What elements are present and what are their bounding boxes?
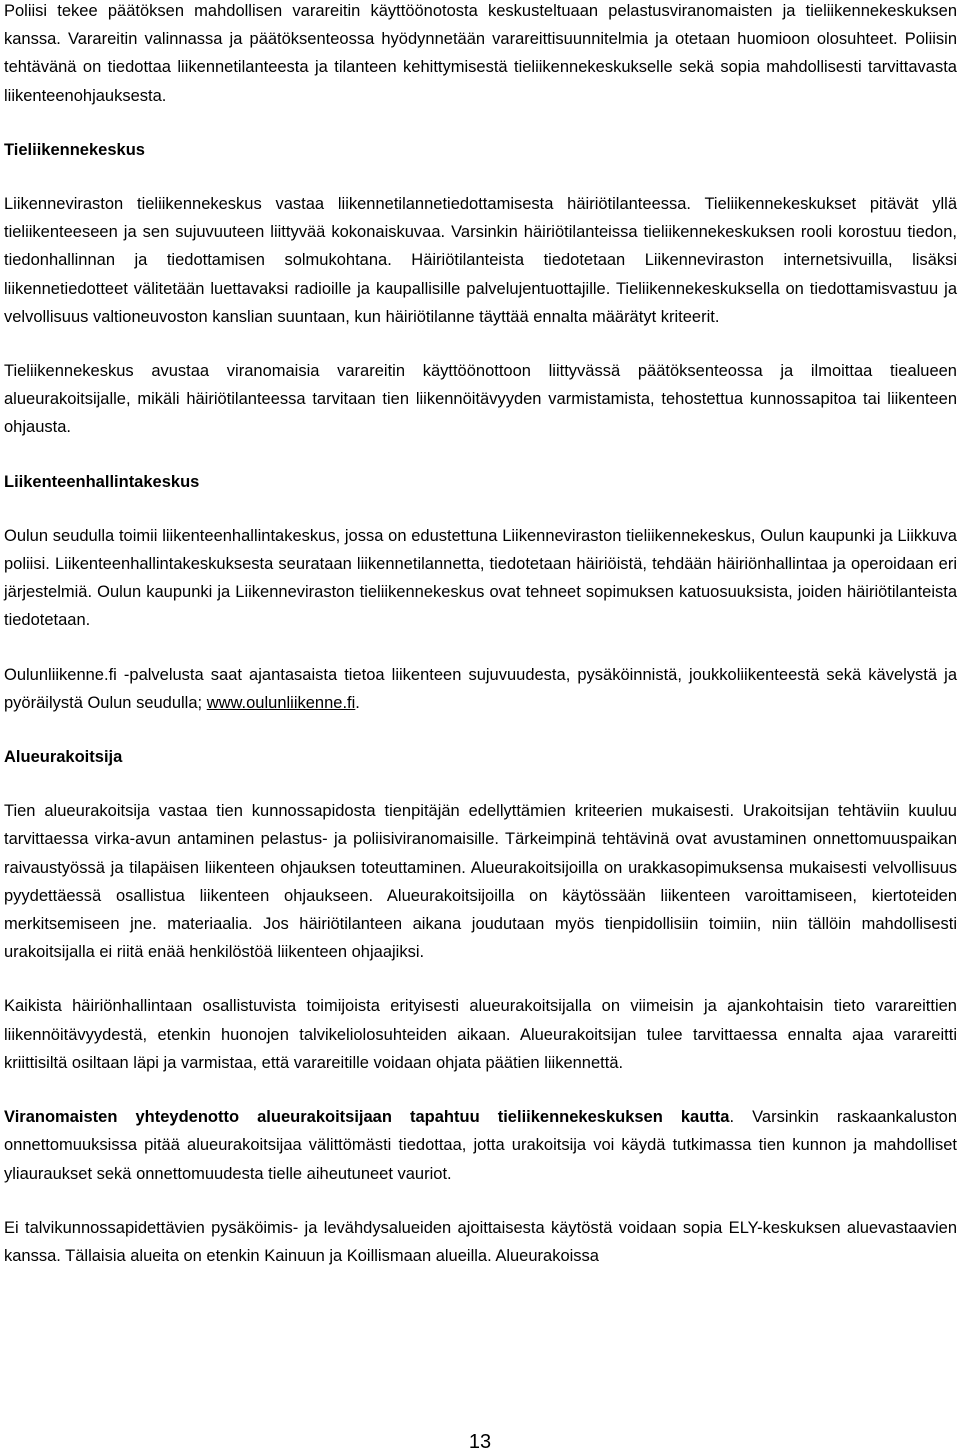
document-page	[4, 0, 957, 1270]
tieliikennekeskus-paragraph-1: Liikenneviraston tieliikennekeskus vastaa liikennetilannetiedottamisesta häiriötilanteessa. Tieliikennekeskukset pitävät yllä tieliikenteeseen ja sen sujuvuuteen liittyvää kokonaiskuvaa. Varsinkin häiriötilanteissa tieliikennekeskuksen rooli korostuu tiedon, tiedonhallinnan ja tiedottamisen solmukohtana. Häiriötilanteista tiedotetaan Liikenneviraston internetsivuilla, lisäksi liikennetiedotteet välitetään luettavaksi radioille ja kaupallisille palvelujentuottajille. Tieliikennekeskuksella on tiedottamisvastuu ja velvollisuus valtioneuvoston kanslian suuntaan, kun häiriötilanne täyttää ennalta määrätyt kriteerit.	[4, 195, 957, 326]
liikenteenhallintakeskus-paragraph-2	[4, 661, 957, 717]
heading-tieliikennekeskus: Tieliikennekeskus	[4, 140, 145, 159]
alueurakoitsija-paragraph-3	[4, 1103, 957, 1188]
tieliikennekeskus-paragraph-2: Tieliikennekeskus avustaa viranomaisia varareitin käyttöönottoon liittyvässä päätöksenteossa ja ilmoittaa tiealueen alueurakoitsijalle, mikäli häiriötilanteessa tarvitaan tien liikennöitävyyden varmistamista, tehostettua kunnossapitoa tai liikenteen ohjausta.	[4, 362, 957, 437]
oulunliikenne-text: Oulunliikenne.fi -palvelusta saat ajantasaista tietoa liikenteen sujuvuudesta, pysäköinnistä, joukkoliikenteestä sekä kävelystä ja pyöräilystä Oulun seudulla;	[4, 665, 957, 712]
liikenteenhallintakeskus-paragraph-1: Oulun seudulla toimii liikenteenhallintakeskus, jossa on edustettuna Liikenneviraston tieliikennekeskus, Oulun kaupunki ja Liikkuva poliisi. Liikenteenhallintakeskuksesta seurataan liikennetilannetta, tiedotetaan häiriöistä, tehdään häiriönhallintaa ja operoidaan eri järjestelmiä. Oulun kaupunki ja Liikenneviraston tieliikennekeskus ovat tehneet sopimuksen katuosuuksista, joiden häiriötilanteista tiedotetaan.	[4, 526, 957, 630]
yhteydenotto-emphasis: Viranomaisten yhteydenotto alueurakoitsijaan tapahtuu tieliikennekeskuksen kautta	[4, 1108, 730, 1127]
oulunliikenne-end: .	[355, 693, 360, 712]
alueurakoitsija-paragraph-1: Tien alueurakoitsija vastaa tien kunnossapidosta tienpitäjän edellyttämien kriteerien mukaisesti. Urakoitsijan tehtäviin kuuluu tarvittaessa virka-avun antaminen pelastus- ja poliisiviranomaisille. Tärkeimpinä tehtävinä ovat avustaminen onnettomuuspaikan raivaustyössä ja tilapäisen liikenteen ohjauksen toteuttaminen. Alueurakoitsijoilla on urakkasopimuksensa mukaisesti velvollisuus pyydettäessä osallistua liikenteen ohjaukseen. Alueurakoitsijoilla on käytössään liikenteen varoittamiseen, kiertoteiden merkitsemiseen jne. materiaalia. Jos häiriötilanteen aikana joudutaan myös tienpidollisiin toimiin, niin tällöin mahdollisesti urakoitsijalla ei riitä enää henkilöstöä liikenteen ohjaajiksi.	[4, 802, 957, 962]
yhteydenotto-rest: . Varsinkin raskaankaluston onnettomuuksissa pitää alueurakoitsijaa välittömästi tiedottaa, jotta urakoitsija voi käydä tutkimassa tien kunnon ja mahdolliset yliauraukset sekä onnettomuudesta tielle aiheutuneet vauriot.	[4, 1108, 957, 1183]
heading-liikenteenhallintakeskus: Liikenteenhallintakeskus	[4, 472, 200, 491]
alueurakoitsija-paragraph-4: Ei talvikunnossapidettävien pysäköimis- ja levähdysalueiden ajoittaisesta käytöstä voidaan sopia ELY-keskuksen aluevastaavien kanssa. Tällaisia alueita on etenkin Kainuun ja Koillismaan alueilla. Alueurakoissa	[4, 1218, 957, 1265]
oulunliikenne-link[interactable]: www.oulunliikenne.fi	[206, 693, 356, 712]
page-number: 13	[468, 1431, 492, 1453]
heading-alueurakoitsija: Alueurakoitsija	[4, 748, 123, 767]
alueurakoitsija-paragraph-2: Kaikista häiriönhallintaan osallistuvista toimijoista erityisesti alueurakoitsijalla on viimeisin ja ajankohtaisin tieto varareittien liikennöitävyydestä, etenkin huonojen talvikeliolosuhteiden aikaan. Alueurakoitsijan tulee tarvittaessa ennalta ajaa varareitti kriittisiltä osiltaan läpi ja varmistaa, että varareitille voidaan ohjata päätien liikennettä.	[4, 997, 957, 1072]
intro-paragraph: Poliisi tekee päätöksen mahdollisen varareitin käyttöönotosta keskusteltuaan pelastusviranomaisten ja tieliikennekeskuksen kanssa. Varareitin valinnassa ja päätöksenteossa hyödynnetään varareittisuunnitelmia ja otetaan huomioon olosuhteet. Poliisin tehtävänä on tiedottaa liikennetilanteesta ja tilanteen kehittymisestä tieliikennekeskukselle sekä sopia mahdollisesti tarvittavasta liikenteenohjauksesta.	[4, 2, 957, 105]
